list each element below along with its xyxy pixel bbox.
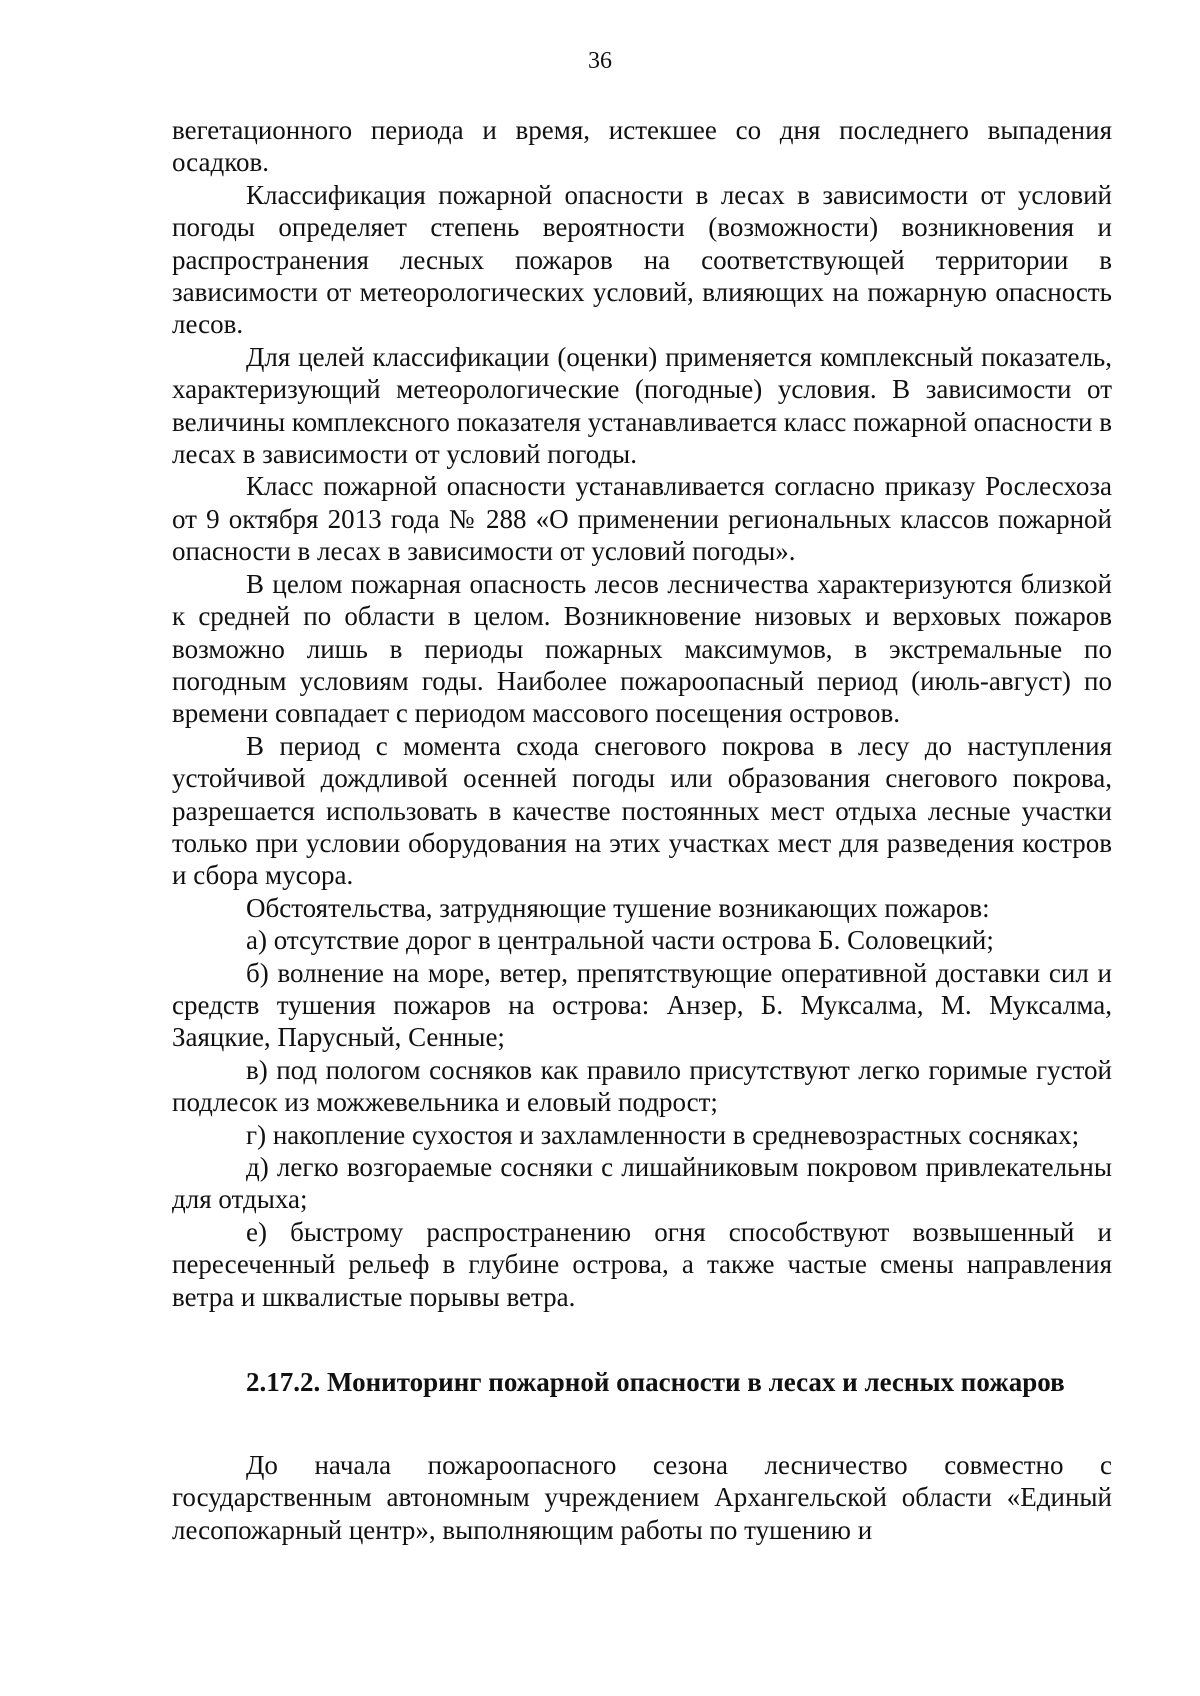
section-paragraph: До начала пожароопасного сезона лесничество совместно с государственным автономным учреждением Архангельской области «Единый лесопожарный центр», выполняющим работы по тушению и: [172, 1450, 1112, 1545]
page-number: 36: [588, 48, 612, 74]
paragraph-order: Класс пожарной опасности устанавливается согласно приказу Рослесхоза от 9 октября 2013 года № 288 «О применении региональных классов пожарной опасности в лесах в зависимости от условий погоды».: [172, 471, 1112, 567]
paragraph-continuation: вегетационного периода и время, истекшее со дня последнего выпадения осадков.: [172, 115, 1112, 178]
list-item-g: г) накопление сухостоя и захламленности в средневозрастных сосняках;: [246, 1119, 1080, 1150]
paragraph-general-hazard: В целом пожарная опасность лесов лесничества характеризуются близкой к средней по области в целом. Возникновение низовых и верховых пожаров возможно лишь в периоды пожарных максимумов, в экстремальные по погодным условиям годы. Наиболее пожароопасный период (июль-август) по времени совпадает с периодом массового посещения островов.: [172, 568, 1112, 729]
paragraph-indicator: Для целей классификации (оценки) применяется комплексный показатель, характеризующий метеорологические (погодные) условия. В зависимости от величины комплексного показателя устанавливается класс пожарной опасности в лесах в зависимости от условий погоды.: [172, 341, 1112, 470]
list-item-a: а) отсутствие дорог в центральной части острова Б. Соловецкий;: [246, 925, 994, 956]
list-item-b: б) волнение на море, ветер, препятствующие оперативной доставки сил и средств тушения пожаров на острова: Анзер, Б. Муксалма, М. Муксалма, Заяцкие, Парусный, Сенные;: [172, 957, 1112, 1053]
document-body: [172, 114, 1112, 1546]
paragraph-circumstances-intro: Обстоятельства, затрудняющие тушение возникающих пожаров:: [246, 892, 990, 923]
section-heading: 2.17.2. Мониторинг пожарной опасности в лесах и лесных пожаров: [246, 1367, 1065, 1398]
list-item-v: в) под пологом сосняков как правило присутствуют легко горимые густой подлесок из можжевельника и еловый подрост;: [172, 1054, 1112, 1118]
paragraph-classification: Классификация пожарной опасности в лесах в зависимости от условий погоды определяет степень вероятности (возможности) возникновения и распространения лесных пожаров на соответствующей территории в зависимости от метеорологических условий, влияющих на пожарную опасность лесов.: [172, 179, 1112, 340]
paragraph-recreation: В период с момента схода снегового покрова в лесу до наступления устойчивой дождливой осенней погоды или образования снегового покрова, разрешается использовать в качестве постоянных мест отдыха лесные участки только при условии оборудования на этих участках мест для разведения костров и сбора мусора.: [172, 730, 1112, 891]
list-item-e: е) быстрому распространению огня способствуют возвышенный и пересеченный рельеф в глубине острова, а также частые смены направления ветра и шквалистые порывы ветра.: [172, 1216, 1112, 1312]
list-item-d: д) легко возгораемые сосняки с лишайниковым покровом привлекательны для отдыха;: [172, 1152, 1112, 1215]
